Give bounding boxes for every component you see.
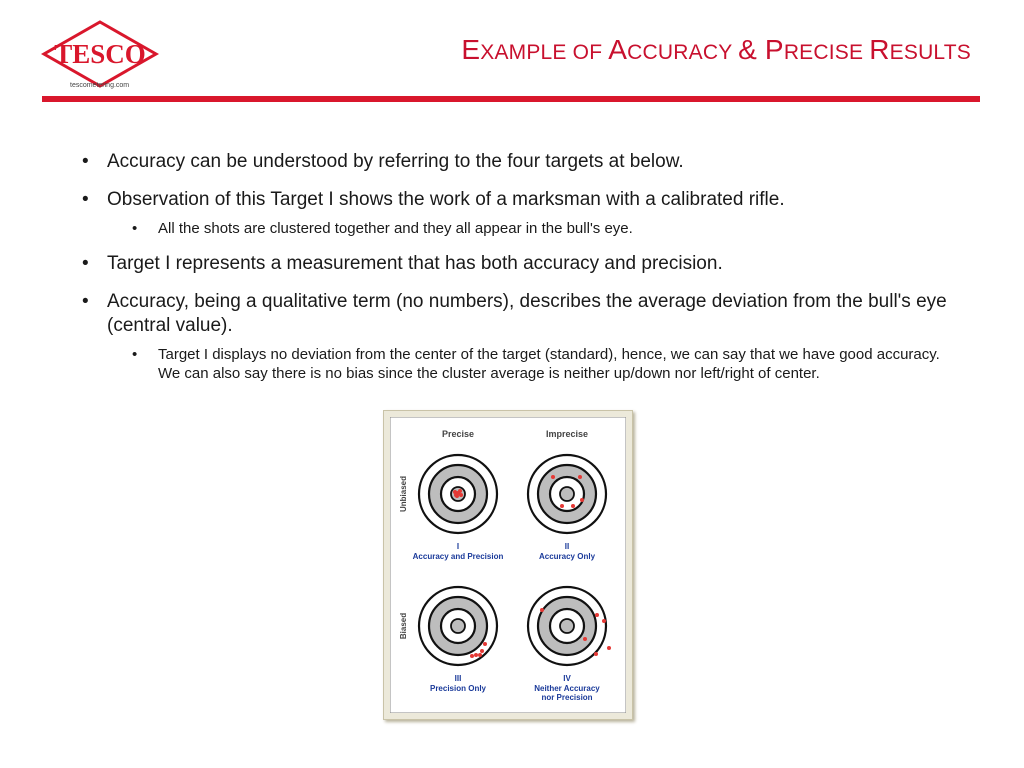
shot-mark xyxy=(474,653,478,657)
shot-mark xyxy=(602,619,606,623)
bullet-item: • Accuracy can be understood by referring to the four targets at below. xyxy=(82,150,962,174)
accuracy-precision-figure xyxy=(383,410,633,720)
shot-mark xyxy=(595,613,599,617)
shot-mark xyxy=(580,498,584,502)
shot-mark xyxy=(480,649,484,653)
sub-bullet-item: • All the shots are clustered together and they all appear in the bull's eye. xyxy=(132,219,962,238)
target-numeral: III xyxy=(454,674,462,683)
target-caption: Neither Accuracy xyxy=(534,684,600,693)
shot-mark xyxy=(478,653,482,657)
title-part: E xyxy=(461,34,481,65)
row-header-unbiased: Unbiased xyxy=(399,475,408,513)
target-caption: Accuracy Only xyxy=(538,552,596,561)
logo-text: TESCO xyxy=(54,39,146,69)
shot-mark xyxy=(540,608,544,612)
page-title xyxy=(461,34,971,66)
title-part: ESULTS xyxy=(889,41,971,64)
shot-mark xyxy=(578,475,582,479)
shot-mark xyxy=(594,652,598,656)
bullet-list xyxy=(82,150,962,397)
target-caption: nor Precision xyxy=(541,693,593,702)
target-caption: Accuracy and Precision xyxy=(412,552,504,561)
target-bullseye xyxy=(560,487,574,501)
row-header-biased: Biased xyxy=(399,612,408,640)
sub-bullet-item: • Target I displays no deviation from the center of the target (standard), hence, we can say that we have good accuracy. We can also say there is no bias since the cluster average is neither up/down nor left/right of center. xyxy=(132,345,962,383)
bullet-item: • Observation of this Target I shows the work of a marksman with a calibrated rifle. xyxy=(82,188,962,212)
col-header-imprecise: Imprecise xyxy=(545,429,589,439)
shot-mark xyxy=(560,504,564,508)
target-bullseye xyxy=(560,619,574,633)
logo-url: tescometering.com xyxy=(70,82,130,89)
shot-mark xyxy=(607,646,611,650)
target-numeral: II xyxy=(564,542,570,551)
target-numeral: I xyxy=(456,542,460,551)
target-bullseye xyxy=(451,619,465,633)
title-part: & xyxy=(738,34,765,65)
targets-diagram xyxy=(390,417,626,713)
title-part: XAMPLE OF xyxy=(480,41,609,64)
title-part: A xyxy=(608,34,628,65)
target-caption: Precision Only xyxy=(429,684,487,693)
title-part: CCURACY xyxy=(627,41,739,64)
bullet-item: • Target I represents a measurement that has both accuracy and precision. xyxy=(82,252,962,276)
header-divider xyxy=(42,96,980,102)
title-part: P xyxy=(764,34,784,65)
title-part: R xyxy=(869,34,890,65)
col-header-precise: Precise xyxy=(441,429,475,439)
shot-mark xyxy=(483,642,487,646)
shot-mark xyxy=(583,637,587,641)
shot-mark xyxy=(571,504,575,508)
shot-mark xyxy=(470,654,474,658)
target-numeral: IV xyxy=(563,674,571,683)
bullet-item: • Accuracy, being a qualitative term (no numbers), describes the average deviation from the bull's eye (central value). xyxy=(82,290,962,338)
title-part: RECISE xyxy=(783,41,870,64)
shot-mark xyxy=(454,493,458,497)
shot-mark xyxy=(551,475,555,479)
